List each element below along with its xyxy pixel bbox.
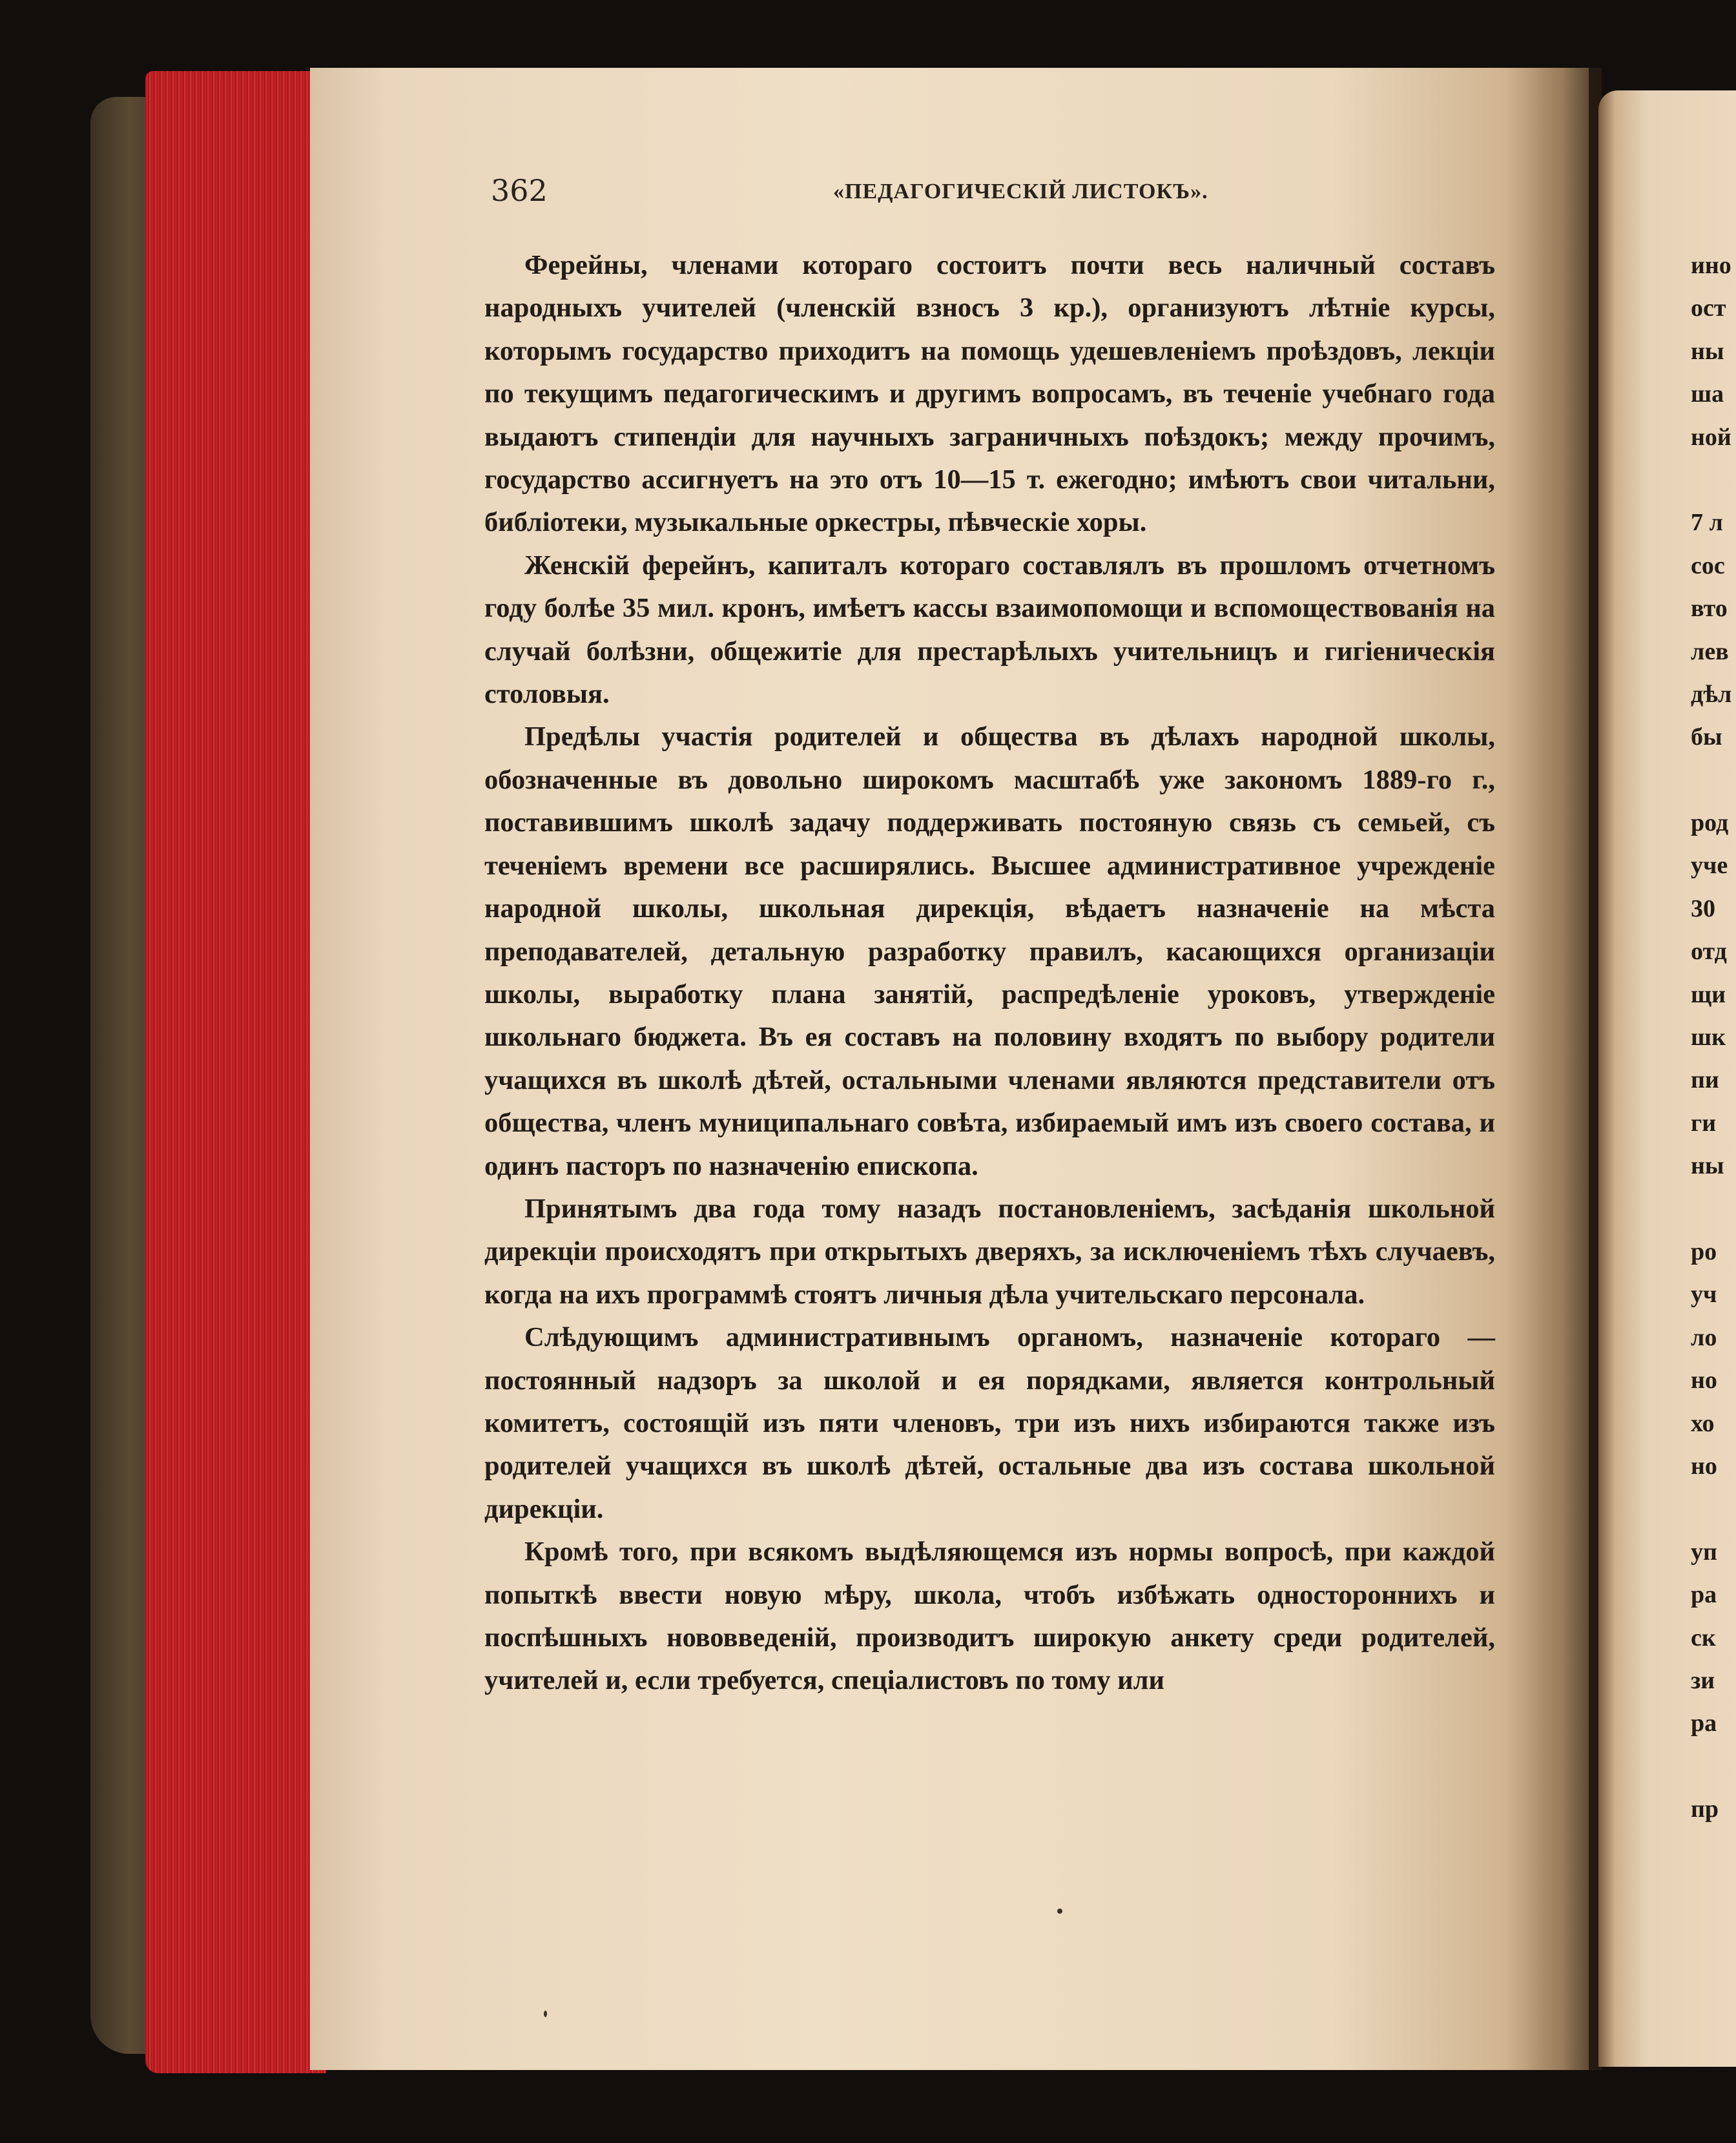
- gutter-shadow: [1505, 68, 1602, 2070]
- facing-page-fragment: ро: [1691, 1237, 1717, 1265]
- facing-page-fragment: уч: [1691, 1281, 1717, 1309]
- paragraph: Женскій ферейнъ, капиталъ котораго составлялъ въ прошломъ отчетномъ году болѣе 35 мил. кронъ, имѣетъ кассы взаимопомощи и вспомоществованія на случай болѣзни, общежитіе для престарѣлыхъ учительницъ и гигіеническія столовыя.: [484, 550, 1495, 710]
- facing-page-fragment: [1691, 759, 1736, 802]
- facing-page-fragment: щи: [1691, 980, 1726, 1008]
- facing-page-fragment: ск: [1691, 1624, 1716, 1651]
- running-title: «ПЕДАГОГИЧЕСКІЙ ЛИСТОКЪ».: [833, 180, 1208, 203]
- paragraph: Принятымъ два года тому назадъ постановленіемъ, засѣданія школьной дирекціи происходятъ при открытыхъ дверяхъ, за исключеніемъ тѣхъ случаевъ, когда на ихъ программѣ стоятъ личныя дѣла учительскаго персонала.: [484, 1193, 1495, 1310]
- page-number: 362: [491, 173, 548, 208]
- facing-page-fragment: пи: [1691, 1066, 1719, 1094]
- facing-page-fragment: ост: [1691, 295, 1726, 322]
- facing-page-fragment: [1691, 459, 1736, 501]
- facing-page-fragment: ны: [1691, 337, 1724, 365]
- paragraph: Кромѣ того, при всякомъ выдѣляющемся изъ нормы вопросѣ, при каждой попыткѣ ввести новую мѣру, школа, чтобъ избѣжать одностороннихъ и поспѣшныхъ нововведеній, производитъ широкую анкету среди родителей, учителей и, если требуется, спеціалистовъ по тому или: [484, 1537, 1495, 1696]
- ink-speck: [544, 2011, 547, 2017]
- facing-page-fragment: 7 л: [1691, 509, 1723, 537]
- facing-page-fragment: [1691, 1745, 1736, 1788]
- facing-page-fragment: ино: [1691, 252, 1731, 279]
- facing-page-fragment: хо: [1691, 1409, 1715, 1437]
- facing-page-fragment: зи: [1691, 1666, 1715, 1694]
- facing-page-fragment: вто: [1691, 595, 1728, 623]
- facing-page-fragment: ги: [1691, 1109, 1717, 1137]
- paragraph: Ферейны, членами котораго состоитъ почти весь наличный составъ народныхъ учителей (членскій взносъ 3 кр.), организуютъ лѣтніе курсы, которымъ государство приходитъ на помощь удешевленіемъ проѣздовъ, лекціи по текущимъ педагогическимъ и другимъ вопросамъ, въ теченіе учебнаго года выдаютъ стипендіи для научныхъ заграничныхъ поѣздокъ; между прочимъ, государство ассигнуетъ на это отъ 10—15 т. ежегодно; имѣютъ свои читальни, библіотеки, музыкальные оркестры, пѣвческіе хоры.: [484, 250, 1495, 538]
- facing-page-fragment: ной: [1691, 423, 1731, 451]
- body-text: [484, 244, 1495, 1703]
- ink-speck: [1057, 1909, 1062, 1914]
- paragraph: Слѣдующимъ административнымъ органомъ, назначеніе котораго — постоянный надзоръ за школой и ея порядками, является контрольный комитетъ, состоящій изъ пяти членовъ, три изъ нихъ избираются также изъ родителей учащихся въ школѣ дѣтей, остальные два изъ состава школьной дирекціи.: [484, 1322, 1495, 1524]
- facing-page-fragment: [1691, 1188, 1736, 1230]
- red-page-edges: [145, 71, 326, 2073]
- facing-page-text-fragments: [1691, 244, 1736, 1830]
- facing-page-fragment: но: [1691, 1367, 1717, 1394]
- facing-page-fragment: сос: [1691, 552, 1725, 579]
- facing-page-fragment: но: [1691, 1452, 1717, 1480]
- facing-page-fragment: ны: [1691, 1152, 1724, 1180]
- facing-page-fragment: ша: [1691, 380, 1724, 408]
- page-header: [491, 173, 1498, 212]
- facing-page-fragment: шк: [1691, 1024, 1726, 1051]
- facing-page-fragment: ра: [1691, 1581, 1717, 1609]
- facing-page-fragment: лев: [1691, 637, 1729, 665]
- facing-page-fragment: уче: [1691, 852, 1728, 880]
- paragraph: Предѣлы участія родителей и общества въ дѣлахъ народной школы, обозначенные въ довольно широкомъ масштабѣ уже закономъ 1889-го г., поставившимъ школѣ задачу поддерживать постояную связь съ семьей, съ теченіемъ времени все расширялись. Высшее административное учрежденіе народной школы, школьная дирекція, вѣдаетъ назначеніе на мѣста преподавателей, детальную разработку правилъ, касающихся организаціи школы, выработку плана занятій, распредѣленіе уроковъ, утвержденіе школьнаго бюджета. Въ ея составъ на половину входятъ по выбору родители учащихся въ школѣ дѣтей, остальными членами являются представители отъ общества, членъ муниципальнаго совѣта, избираемый имъ изъ своего состава, и одинъ пасторъ по назначенію епископа.: [484, 721, 1495, 1181]
- facing-page-fragment: род: [1691, 809, 1729, 837]
- facing-page-fragment: 30: [1691, 895, 1715, 922]
- facing-page-fragment: [1691, 1487, 1736, 1530]
- facing-page-fragment: отд: [1691, 938, 1727, 966]
- facing-page-fragment: дѣл: [1691, 680, 1732, 708]
- facing-page-fragment: бы: [1691, 723, 1722, 751]
- facing-page-fragment: ра: [1691, 1710, 1717, 1737]
- facing-page-fragment: пр: [1691, 1796, 1719, 1823]
- facing-page-fragment: ло: [1691, 1323, 1717, 1351]
- facing-page-fragment: уп: [1691, 1538, 1717, 1566]
